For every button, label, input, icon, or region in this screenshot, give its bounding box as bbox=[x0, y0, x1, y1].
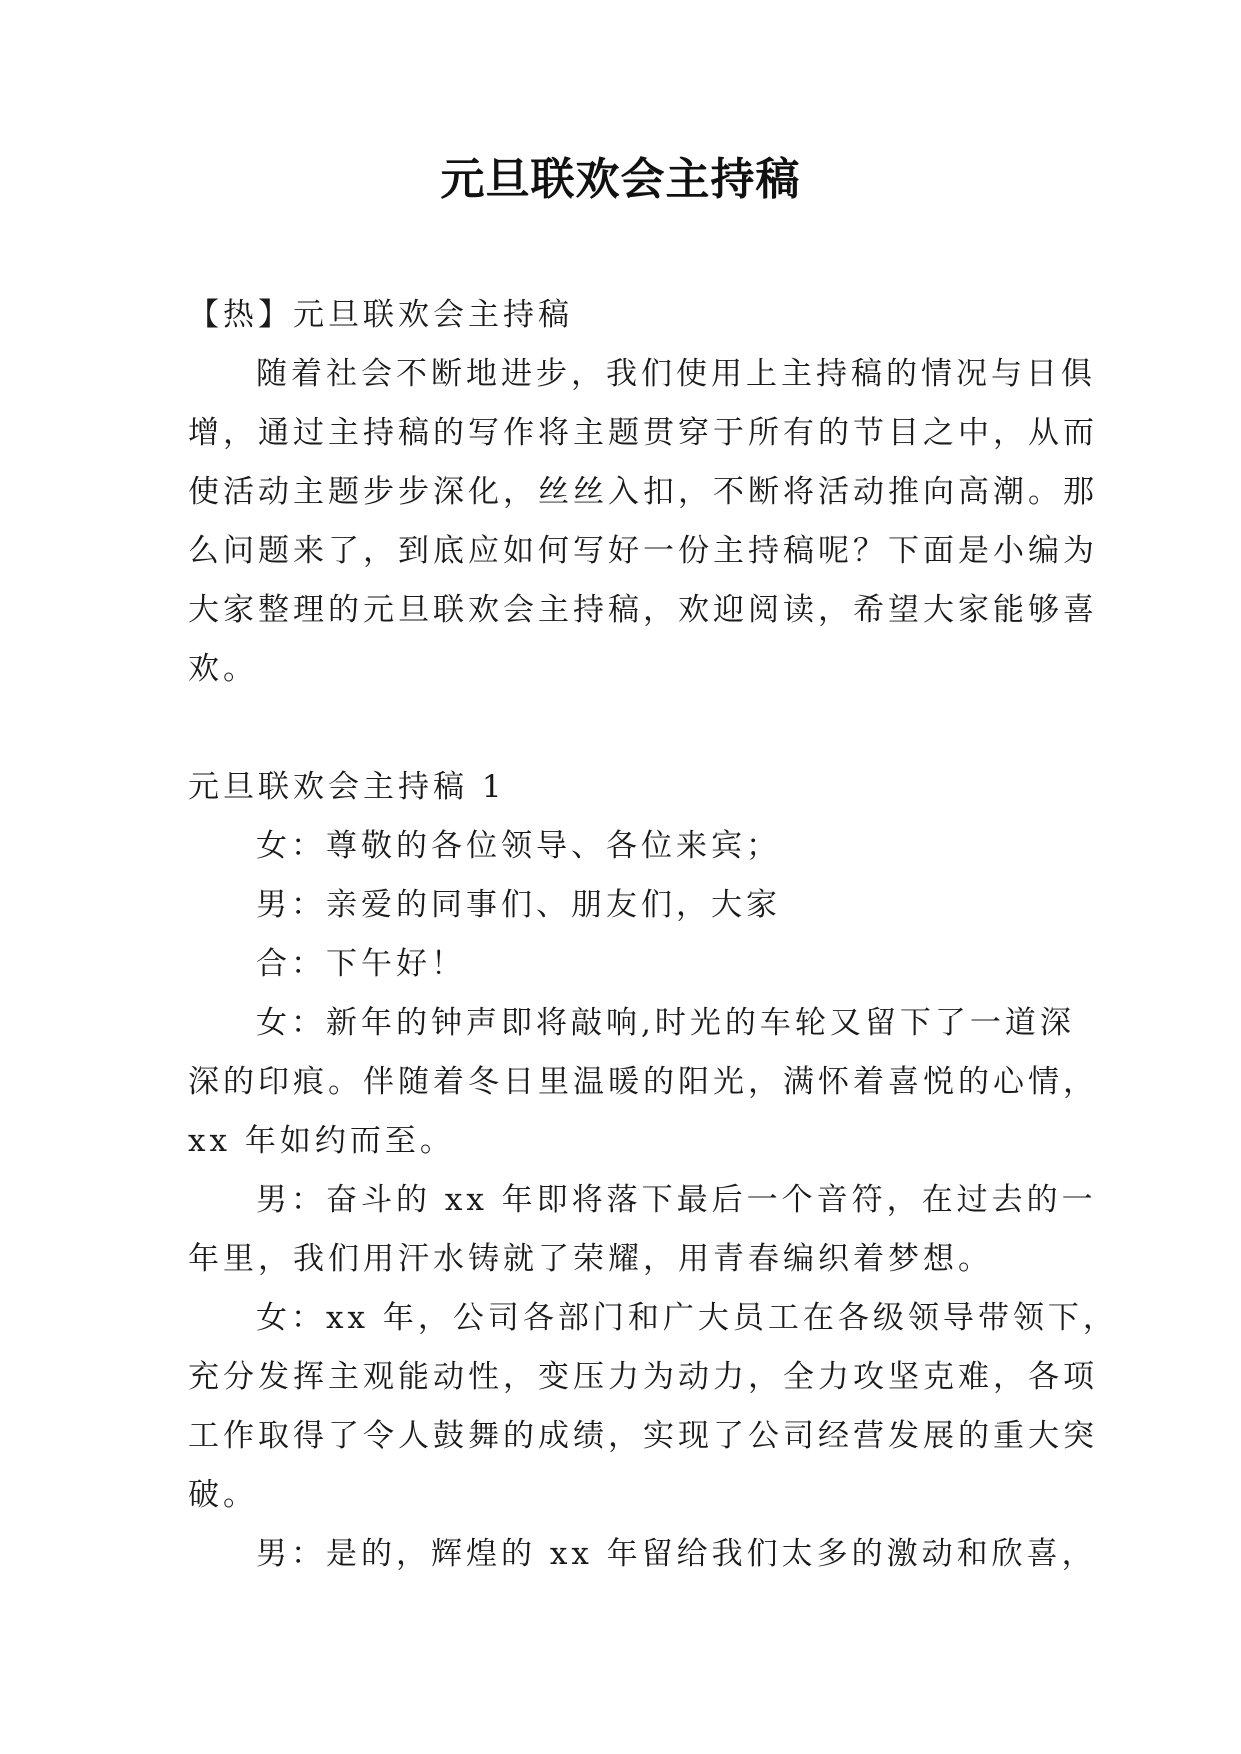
body-line: 男：是的，辉煌的 xx 年留给我们太多的激动和欣喜， bbox=[256, 1536, 1097, 1572]
intro-line: 随着社会不断地进步，我们使用上主持稿的情况与日俱 bbox=[256, 356, 1096, 392]
body-line: 深的印痕。伴随着冬日里温暖的阳光，满怀着喜悦的心情， bbox=[188, 1064, 1098, 1100]
body-line: 女：xx 年，公司各部门和广大员工在各级领导带领下， bbox=[256, 1300, 1118, 1336]
body-line: xx 年如约而至。 bbox=[188, 1123, 455, 1159]
body-line: 合：下午好！ bbox=[256, 946, 466, 982]
document-body bbox=[188, 286, 1118, 1584]
intro-line: 使活动主题步步深化，丝丝入扣，不断将活动推向高潮。那 bbox=[188, 474, 1098, 510]
intro-line: 欢。 bbox=[188, 651, 258, 687]
body-line: 破。 bbox=[188, 1477, 258, 1513]
subtitle: 【热】元旦联欢会主持稿 bbox=[188, 297, 573, 333]
intro-line: 大家整理的元旦联欢会主持稿，欢迎阅读，希望大家能够喜 bbox=[188, 592, 1098, 628]
body-line: 年里，我们用汗水铸就了荣耀，用青春编织着梦想。 bbox=[188, 1241, 993, 1277]
body-line: 男：奋斗的 xx 年即将落下最后一个音符，在过去的一 bbox=[256, 1182, 1097, 1218]
body-line: 充分发挥主观能动性，变压力为动力，全力攻坚克难，各项 bbox=[188, 1359, 1098, 1395]
section-heading: 元旦联欢会主持稿 1 bbox=[188, 769, 506, 805]
body-line: 工作取得了令人鼓舞的成绩，实现了公司经营发展的重大突 bbox=[188, 1418, 1098, 1454]
intro-line: 么问题来了，到底应如何写好一份主持稿呢？下面是小编为 bbox=[188, 533, 1098, 569]
body-line: 女：尊敬的各位领导、各位来宾； bbox=[256, 828, 781, 864]
intro-line: 增，通过主持稿的写作将主题贯穿于所有的节目之中，从而 bbox=[188, 415, 1098, 451]
document-title: 元旦联欢会主持稿 bbox=[440, 154, 801, 205]
body-line: 女：新年的钟声即将敲响,时光的车轮又留下了一道深 bbox=[256, 1005, 1075, 1041]
body-line: 男：亲爱的同事们、朋友们，大家 bbox=[256, 887, 781, 923]
paragraph-gap bbox=[188, 699, 1053, 758]
